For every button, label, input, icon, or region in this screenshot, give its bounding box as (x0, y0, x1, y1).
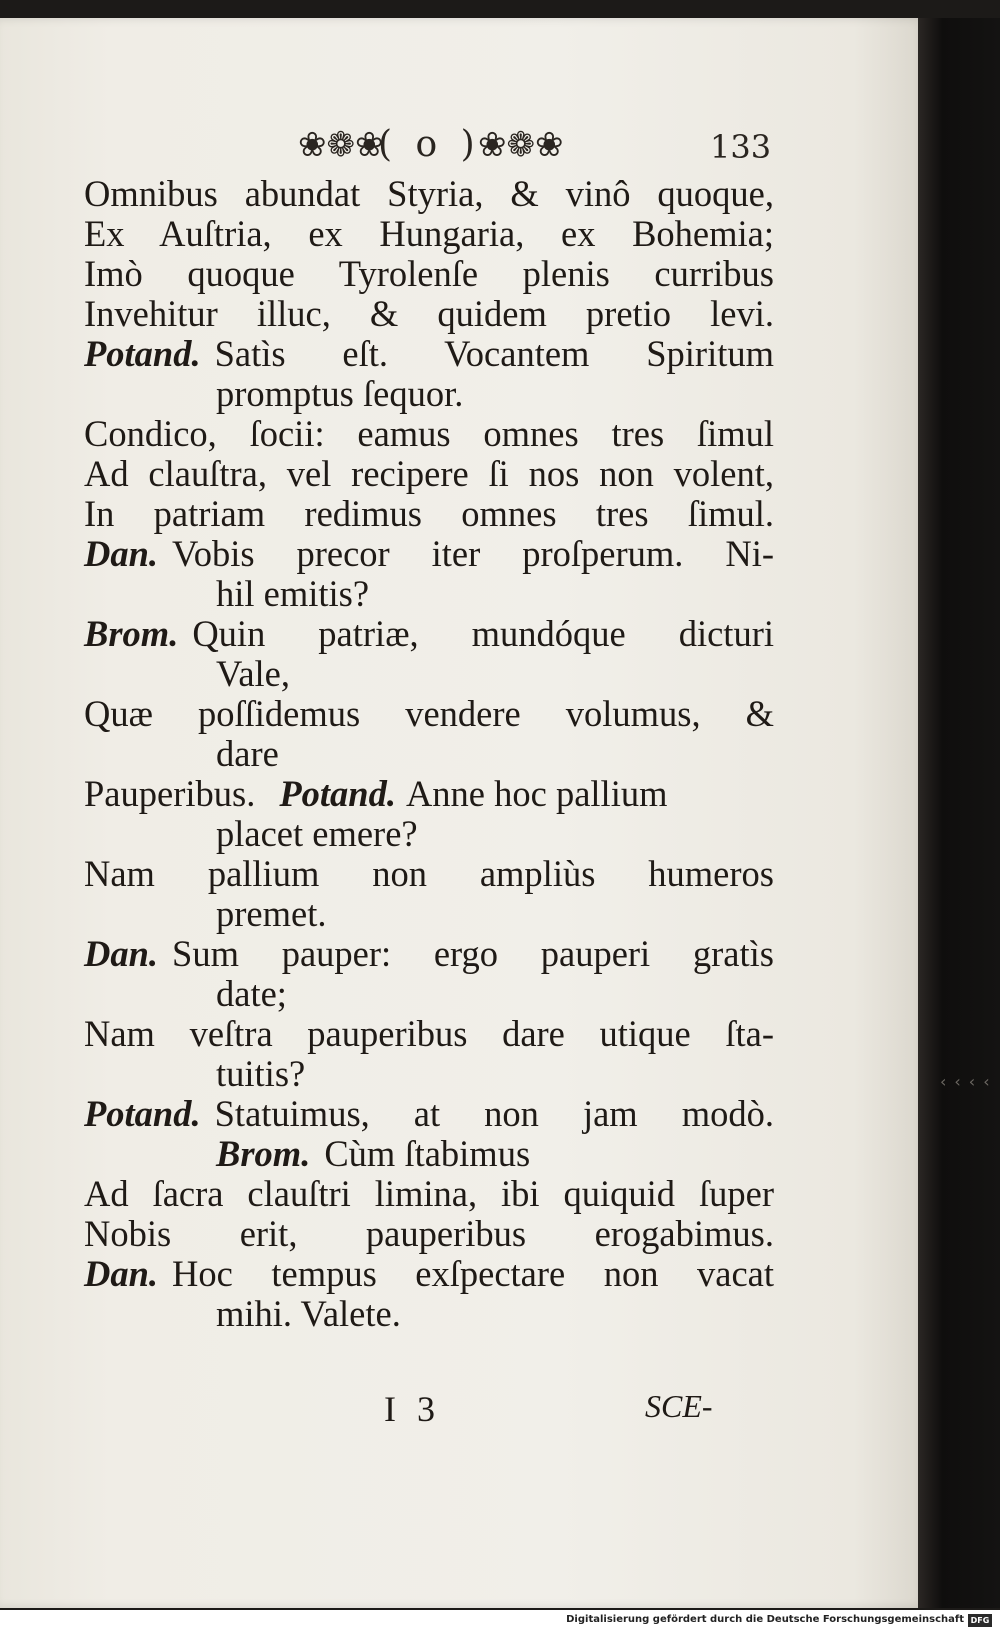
text-line (84, 814, 774, 854)
running-head (290, 122, 770, 172)
line-text: Pauperibus. (84, 773, 256, 814)
text-line (84, 454, 774, 494)
text-line (84, 774, 774, 814)
text-line (84, 974, 774, 1014)
text-line (84, 334, 774, 374)
text-line (84, 654, 774, 694)
text-line (84, 254, 774, 294)
line-text: hil emitis? (216, 573, 370, 614)
line-text: Imò quoque Tyrolenſe plenis curribus (84, 253, 774, 294)
page-number: 133 (710, 128, 772, 166)
line-text: Quæ poſſidemus vendere volumus, & (84, 693, 774, 734)
catchword: SCE- (645, 1388, 713, 1424)
speaker-label: Dan. (84, 533, 159, 574)
text-line (84, 1294, 774, 1334)
speaker-label: Potand. (84, 1093, 201, 1134)
text-line (84, 614, 774, 654)
speaker-label: Brom. (84, 613, 179, 654)
ornament-left-icon: ❀❁❀ (298, 125, 384, 165)
line-text: mihi. Valete. (216, 1293, 401, 1334)
line-text: Satìs eſt. Vocantem Spiritum (214, 333, 774, 374)
page-edge-shadow (918, 18, 1000, 1608)
text-line (84, 854, 774, 894)
line-text: Hoc tempus exſpectare non vacat (172, 1253, 774, 1294)
text-line (84, 414, 774, 454)
edge-marks: ‹‹‹‹ (940, 1072, 998, 1091)
text-line (84, 494, 774, 534)
speaker-label: Dan. (84, 1253, 159, 1294)
speaker-label: Potand. (84, 333, 201, 374)
line-text: Vobis precor iter proſperum. Ni- (172, 533, 774, 574)
page-footer (0, 1388, 928, 1438)
credit-text: Digitalisierung gefördert durch die Deutsche Forschungsgemeinschaft (566, 1614, 964, 1625)
line-text: Ex Auſtria, ex Hungaria, ex Bohemia; (84, 213, 774, 254)
text-line (84, 1054, 774, 1094)
dfg-logo-icon: DFG (968, 1614, 992, 1627)
text-line (84, 174, 774, 214)
text-line (84, 374, 774, 414)
text-line (84, 1254, 774, 1294)
line-text: Quin patriæ, mundóque dicturi (192, 613, 774, 654)
text-line (84, 1094, 774, 1134)
speaker-label: Brom. (216, 1133, 311, 1174)
text-line (84, 214, 774, 254)
text-line (84, 894, 774, 934)
line-text: Omnibus abundat Styria, & vinô quoque, (84, 173, 774, 214)
credit-bar (0, 1610, 1000, 1632)
line-text: Condico, ſocii: eamus omnes tres ſimul (84, 413, 774, 454)
line-text: dare (216, 733, 279, 774)
line-text: Nam veſtra pauperibus dare utique ſta- (84, 1013, 774, 1054)
text-line (84, 1214, 774, 1254)
line-text: Nam pallium non ampliùs humeros (84, 853, 774, 894)
line-text: Ad clauſtra, vel recipere ſi nos non volent, (84, 453, 774, 494)
line-text: Statuimus, at non jam modò. (214, 1093, 774, 1134)
text-line (84, 534, 774, 574)
line-text: promptus ſequor. (216, 373, 464, 414)
text-line (84, 574, 774, 614)
line-text: Cùm ſtabimus (324, 1133, 531, 1174)
verse-text-block (84, 174, 774, 1334)
line-text: Vale, (216, 653, 290, 694)
line-text: Ad ſacra clauſtri limina, ibi quiquid ſuper (84, 1173, 774, 1214)
text-line (84, 1174, 774, 1214)
speaker-label-inline: Potand. (279, 773, 396, 814)
text-line (84, 1014, 774, 1054)
folio-mark: ( o ) (378, 124, 481, 165)
book-page (0, 18, 928, 1608)
speaker-label: Dan. (84, 933, 159, 974)
line-text: placet emere? (216, 813, 418, 854)
line-text: Sum pauper: ergo pauperi gratìs (172, 933, 774, 974)
ornament-right-icon: ❀❁❀ (478, 125, 564, 165)
line-text: Invehitur illuc, & quidem pretio levi. (84, 293, 774, 334)
line-text: In patriam redimus omnes tres ſimul. (84, 493, 774, 534)
text-line (84, 934, 774, 974)
line-text: Nobis erit, pauperibus erogabimus. (84, 1213, 774, 1254)
signature-mark: I 3 (384, 1389, 441, 1429)
line-text: date; (216, 973, 287, 1014)
text-line (84, 1134, 774, 1174)
line-text: premet. (216, 893, 327, 934)
text-line (84, 734, 774, 774)
line-text: tuitis? (216, 1053, 306, 1094)
line-text-after: Anne hoc pallium (405, 773, 668, 814)
text-line (84, 294, 774, 334)
text-line (84, 694, 774, 734)
